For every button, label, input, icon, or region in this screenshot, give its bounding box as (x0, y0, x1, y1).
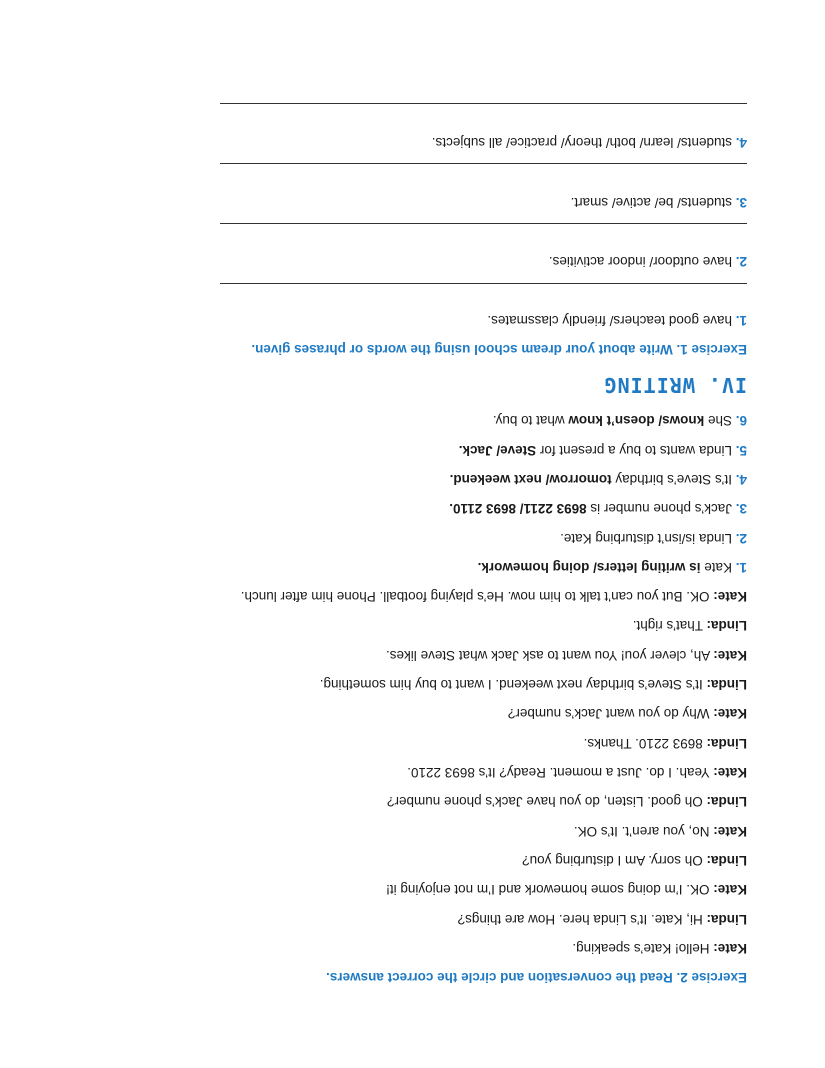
question-item (493, 412, 747, 428)
answer-line[interactable] (220, 223, 747, 224)
line-text: It’s Steve’s birthday next weekend. I want to buy him something. (319, 677, 703, 692)
item-text: She (704, 413, 732, 428)
line-text: Oh sorry. Am I disturbing you? (522, 853, 703, 868)
dialogue-line (458, 911, 747, 927)
answer-line[interactable] (220, 283, 747, 284)
prompt-text: have outdoor/ indoor activities. (548, 254, 732, 269)
question-item (459, 442, 747, 458)
speaker: Kate: (713, 706, 747, 721)
item-number: 6. (735, 413, 747, 428)
line-text: Hello! Kate’s speaking. (572, 941, 710, 956)
item-choices[interactable]: 8693 2211/ 8693 2110. (449, 501, 587, 516)
line-text: Hi, Kate. It’s Linda here. How are things? (457, 912, 703, 927)
answer-line[interactable] (220, 163, 747, 164)
dialogue-line (386, 647, 747, 663)
item-choices[interactable]: knows/ doesn’t know (568, 413, 705, 428)
speaker: Linda: (706, 853, 747, 868)
section-title: IV. WRITING (603, 373, 747, 397)
writing-prompt (571, 194, 747, 210)
dialogue-line (386, 881, 747, 897)
speaker: Kate: (713, 589, 747, 604)
line-text: Oh good. Listen, do you have Jack’s phone number? (387, 794, 703, 809)
speaker: Linda: (706, 618, 747, 633)
dialogue-line (522, 852, 747, 868)
prompt-text: have good teachers/ friendly classmates. (487, 313, 732, 328)
prompt-number: 2. (735, 254, 747, 269)
line-text: No, you aren’t. It’s OK. (573, 824, 710, 839)
speaker: Kate: (713, 882, 747, 897)
prompt-number: 1. (735, 313, 747, 328)
speaker: Kate: (713, 824, 747, 839)
dialogue-line (633, 617, 747, 633)
dialogue-line (241, 588, 747, 604)
item-choices[interactable]: is writing letters/ doing homework. (477, 560, 701, 575)
question-item (449, 500, 747, 516)
question-item (560, 530, 747, 546)
answer-line[interactable] (220, 103, 747, 104)
line-text: Yeah. I do. Just a moment. Ready? It’s 8693 2210. (407, 765, 710, 780)
speaker: Linda: (706, 677, 747, 692)
dialogue-line (574, 823, 747, 839)
dialogue-line (508, 705, 747, 721)
line-text: 8693 2210. Thanks. (583, 736, 703, 751)
prompt-text: students/ be/ active/ smart. (570, 195, 732, 210)
item-number: 5. (735, 443, 747, 458)
item-text-end: what to buy. (492, 413, 569, 428)
line-text: Ah, clever you! You want to ask Jack what Steve likes. (386, 648, 711, 663)
item-number: 1. (735, 560, 747, 575)
item-text: Kate (700, 560, 732, 575)
writing-prompt (487, 312, 747, 328)
question-item (478, 559, 747, 575)
line-text: OK. I’m doing some homework and I’m not enjoying it! (386, 882, 710, 897)
speaker: Kate: (713, 648, 747, 663)
dialogue-line (584, 735, 747, 751)
speaker: Linda: (706, 912, 747, 927)
prompt-number: 4. (735, 135, 747, 150)
line-text: Why do you want Jack’s number? (507, 706, 710, 721)
item-text[interactable]: Linda is/isn’t disturbing Kate. (560, 531, 732, 546)
exercise1-heading: Exercise 1. Write about your dream school using the words or phrases given. (251, 342, 747, 357)
dialogue-line (407, 764, 747, 780)
item-number: 3. (735, 501, 747, 516)
item-number: 2. (735, 531, 747, 546)
dialogue-line (387, 793, 747, 809)
item-text: Linda wants to buy a present for (536, 443, 732, 458)
item-text: It’s Steve’s birthday (611, 472, 732, 487)
speaker: Linda: (706, 794, 747, 809)
prompt-number: 3. (735, 195, 747, 210)
item-text: Jack’s phone number is (586, 501, 732, 516)
item-number: 4. (735, 472, 747, 487)
exercise2-heading: Exercise 2. Read the conversation and circle the correct answers. (326, 970, 747, 985)
writing-prompt (432, 134, 747, 150)
writing-prompt (549, 253, 747, 269)
dialogue-line (320, 676, 747, 692)
prompt-text: students/ learn/ both/ theory/ practice/ all subjects. (431, 135, 732, 150)
speaker: Kate: (713, 765, 747, 780)
item-choices[interactable]: Steve/ Jack. (458, 443, 537, 458)
dialogue-line (572, 940, 747, 956)
line-text: That’s right. (632, 618, 703, 633)
question-item (450, 471, 747, 487)
item-choices[interactable]: tomorrow/ next weekend. (449, 472, 612, 487)
speaker: Kate: (713, 941, 747, 956)
speaker: Linda: (706, 736, 747, 751)
line-text: OK. But you can’t talk to him now. He’s playing football. Phone him after lunch. (240, 589, 710, 604)
